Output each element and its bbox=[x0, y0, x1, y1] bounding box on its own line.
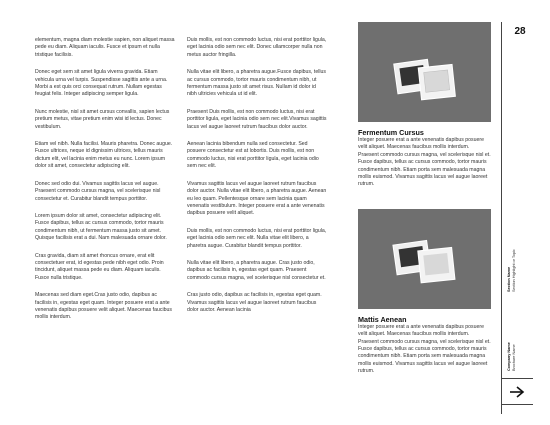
section-label bbox=[507, 212, 517, 292]
paragraph: Donec sed odio dui. Vivamus sagittis lacus vel augue. Praesent commodo cursus magna, vel scelerisque nisl consectetur et. Curabitur blandit tempus porttitor. bbox=[35, 180, 161, 202]
arrow-right-icon[interactable] bbox=[507, 384, 527, 400]
sidebar-item-title: Fermentum Cursus bbox=[358, 128, 424, 137]
brochure-name: Brochure Name bbox=[512, 344, 516, 371]
sidebar-column bbox=[358, 22, 491, 386]
paragraph: Duis mollis, est non commodo luctus, nisi erat porttitor ligula, eget lacinia odio sem nec elit. Nulla vitae elit libero, a pharetra augue. Curabitur blandit tempus porttitor. bbox=[187, 227, 327, 249]
paragraph: Aenean lacinia bibendum nulla sed consectetur. Sed posuere consectetur est at lobortis. Duis mollis, est non commodo luctus, nisi erat porttitor ligula, eget lacinia odio sem nec elit. bbox=[187, 141, 319, 170]
body-column-left bbox=[35, 37, 175, 332]
paragraph: Nulla vitae elit libero, a pharetra augue.Fusce dapibus, tellus ac cursus commodo, tortor mauris condimentum nibh, ut fermentum massa justo sit amet risus. Nullam id dolor id nibh ultricies vehicula ut id elit. bbox=[187, 69, 326, 98]
sidebar-image bbox=[358, 22, 491, 122]
company-name: Company Name bbox=[507, 342, 511, 371]
paragraph: Nulla vitae elit libero, a pharetra augue. Cras justo odio, dapibus ac facilisis in, egestas eget quam. Praesent commodo cursus magna, vel scelerisque nisl consectetur et. bbox=[187, 259, 326, 281]
margin-rule bbox=[501, 22, 502, 414]
photo-slides-icon bbox=[358, 22, 491, 122]
divider bbox=[501, 378, 533, 379]
paragraph: Maecenas sed diam eget.Cras justo odio, dapibus ac facilisis in, egestas eget quam. Integer posuere erat a ante venenatis dapibus posuere velit aliquet. Maecenas faucibus mollis interdum. bbox=[35, 292, 172, 321]
paragraph: Etiam vel nibh. Nulla facilisi. Mauris pharetra. Donec augue. Fusce ultrices, neque id dignissim ultrices, tellus mauris dictum elit, vel lacinia enim metus eu nunc. Lorem ipsum dolor sit amet, consectetur adipiscing elit. bbox=[35, 141, 173, 170]
section-name: Section Name bbox=[507, 266, 511, 292]
page-number: 28 bbox=[514, 26, 526, 37]
paragraph: Duis mollis, est non commodo luctus, nisi erat porttitor ligula, eget lacinia odio sem nec elit. Donec ullamcorper nulla non metus auctor fringilla. bbox=[187, 37, 327, 58]
paragraph: elementum, magna diam molestie sapien, non aliquet massa pede eu diam. Aliquam iaculis. Fusce et ipsum et nulla tristique facilisis. bbox=[35, 37, 175, 58]
paragraph: Donec eget sem sit amet ligula viverra gravida. Etiam vehicula urna vel turpis. Suspendisse sagittis ante a urna. Morbi a est quis orci consequat rutrum. Nullam egestas feugiat felis. Integer adipiscing semper ligula. bbox=[35, 69, 168, 98]
sidebar-image bbox=[358, 209, 491, 309]
paragraph: Praesent Duis mollis, est non commodo luctus, nisi erat porttitor ligula, eget lacinia odio sem nec elit.Vivamus sagittis lacus vel augue laoreet rutrum faucibus dolor auctor. bbox=[187, 108, 327, 130]
paragraph: Lorem ipsum dolor sit amet, consectetur adipiscing elit. Fusce dapibus, tellus ac cursus commodo, tortor mauris condimentum nibh, ut fermentum massa justo sit amet. Quisque facilisis erat a dui. Nam malesuada ornare dolor. bbox=[35, 212, 167, 242]
sidebar-item-body: Integer posuere erat a ante venenatis dapibus posuere velit aliquet. Maecenas faucibus mollis interdum. Praesent commodo cursus magna, vel scelerisque nisl et. Fusce dapibus, tellus ac cursus commodo, tortor mauris condimentum nibh. Etiam porta sem malesuada magna mollis euismod. Vivamus sagittis lacus vel augue laoreet rutrum. bbox=[358, 323, 491, 375]
section-topic: Section Highlight or Topic bbox=[512, 249, 516, 292]
photo-slides-icon bbox=[358, 209, 491, 309]
divider bbox=[501, 404, 533, 405]
body-column-middle bbox=[187, 37, 327, 324]
paragraph: Cras justo odio, dapibus ac facilisis in, egestas eget quam. Vivamus sagittis lacus vel augue laoreet rutrum faucibus dolor auctor. Aenean lacinia bbox=[187, 292, 322, 313]
paragraph: Cras gravida, diam sit amet rhoncus ornare, erat elit consectetuer erat, id egestas pede nibh eget odio. Proin tincidunt, aliquet massa pede eu diam. Aliquam iaculis. Fusce nulla tristique. bbox=[35, 252, 164, 281]
sidebar-item-title: Mattis Aenean bbox=[358, 314, 407, 324]
sidebar-item-body: Integer posuere erat a ante venenatis dapibus posuere velit aliquet. Maecenas faucibus mollis interdum. Praesent commodo cursus magna, vel scelerisque nisl et. Fusce dapibus, tellus ac cursus commodo, tortor mauris condimentum nibh. Etiam porta sem malesuada magna mollis euismod. Vivamus sagittis lacus vel augue laoreet rutrum. bbox=[358, 137, 491, 188]
paragraph: Vivamus sagittis lacus vel augue laoreet rutrum faucibus dolor auctor. Nulla vitae elit libero, a pharetra augue. Aenean eu leo quam. Pellentesque ornare sem lacinia quam venenatis vestibulum. Integer posuere erat a ante venenatis dapibus posuere velit aliquet. bbox=[187, 180, 327, 217]
paragraph: Nunc molestie, nisl sit amet cursus convallis, sapien lectus pretium metus, vitae pretium enim wisi id lectus. Donec vestibulum. bbox=[35, 108, 170, 130]
company-label bbox=[507, 291, 517, 371]
